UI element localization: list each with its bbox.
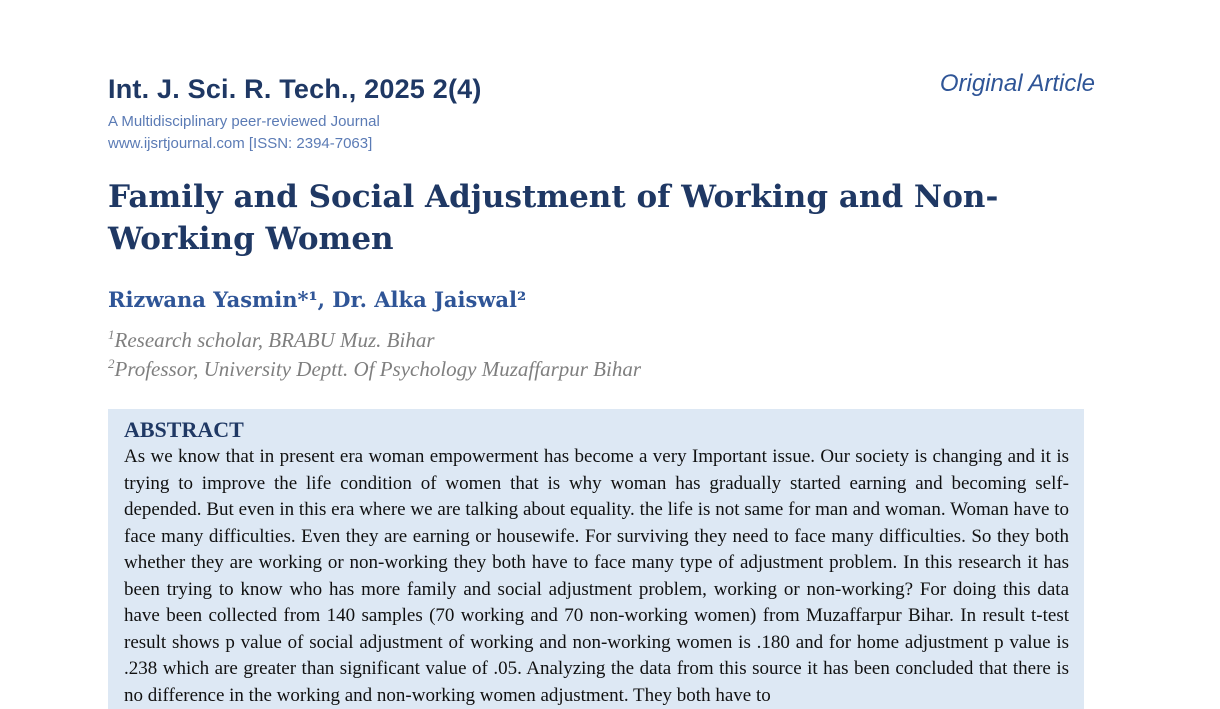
journal-title: Int. J. Sci. R. Tech., 2025 2(4)	[108, 74, 482, 104]
abstract-box	[108, 409, 1084, 709]
affiliation-number: 1	[108, 327, 115, 342]
abstract-text: As we know that in present era woman empowerment has become a very Important issue. Our society is changing and it is trying to improve the life condition of women that is why woman has gradually started earning and becoming self-depended. But even in this era where we are talking about equality. the life is not same for man and woman. Woman have to face many difficulties. Even they are earning or housewife. For surviving they need to face many difficulties. So they both whether they are working or non-working they both have to face many type of adjustment problem. In this research it has been trying to know who has more family and social adjustment problem, working or non-working? For doing this data have been collected from 140 samples (70 working and 70 non-working women) from Muzaffarpur Bihar. In result t-test result shows p value of social adjustment of working and non-working women is .180 and for home adjustment p value is .238 which are greater than significant value of .05. Analyzing the data from this source it has been concluded that there is no difference in the working and non-working women adjustment. They both have to	[124, 446, 1069, 706]
affiliation-1	[108, 327, 435, 353]
affiliation-number: 2	[108, 356, 115, 371]
article-type: Original Article	[939, 70, 1095, 97]
journal-website[interactable]: www.ijsrtjournal.com [ISSN: 2394-7063]	[108, 135, 373, 152]
abstract-heading: ABSTRACT	[124, 417, 244, 442]
paper-authors: Rizwana Yasmin*¹, Dr. Alka Jaiswal²	[108, 287, 527, 312]
affiliation-text: Professor, University Deptt. Of Psychology Muzaffarpur Bihar	[114, 357, 642, 381]
journal-subtitle: A Multidisciplinary peer-reviewed Journal	[108, 113, 380, 130]
paper-title: Family and Social Adjustment of Working and Non-Working Women	[108, 179, 999, 257]
affiliation-2	[108, 356, 641, 382]
affiliation-text: Research scholar, BRABU Muz. Bihar	[114, 328, 435, 352]
